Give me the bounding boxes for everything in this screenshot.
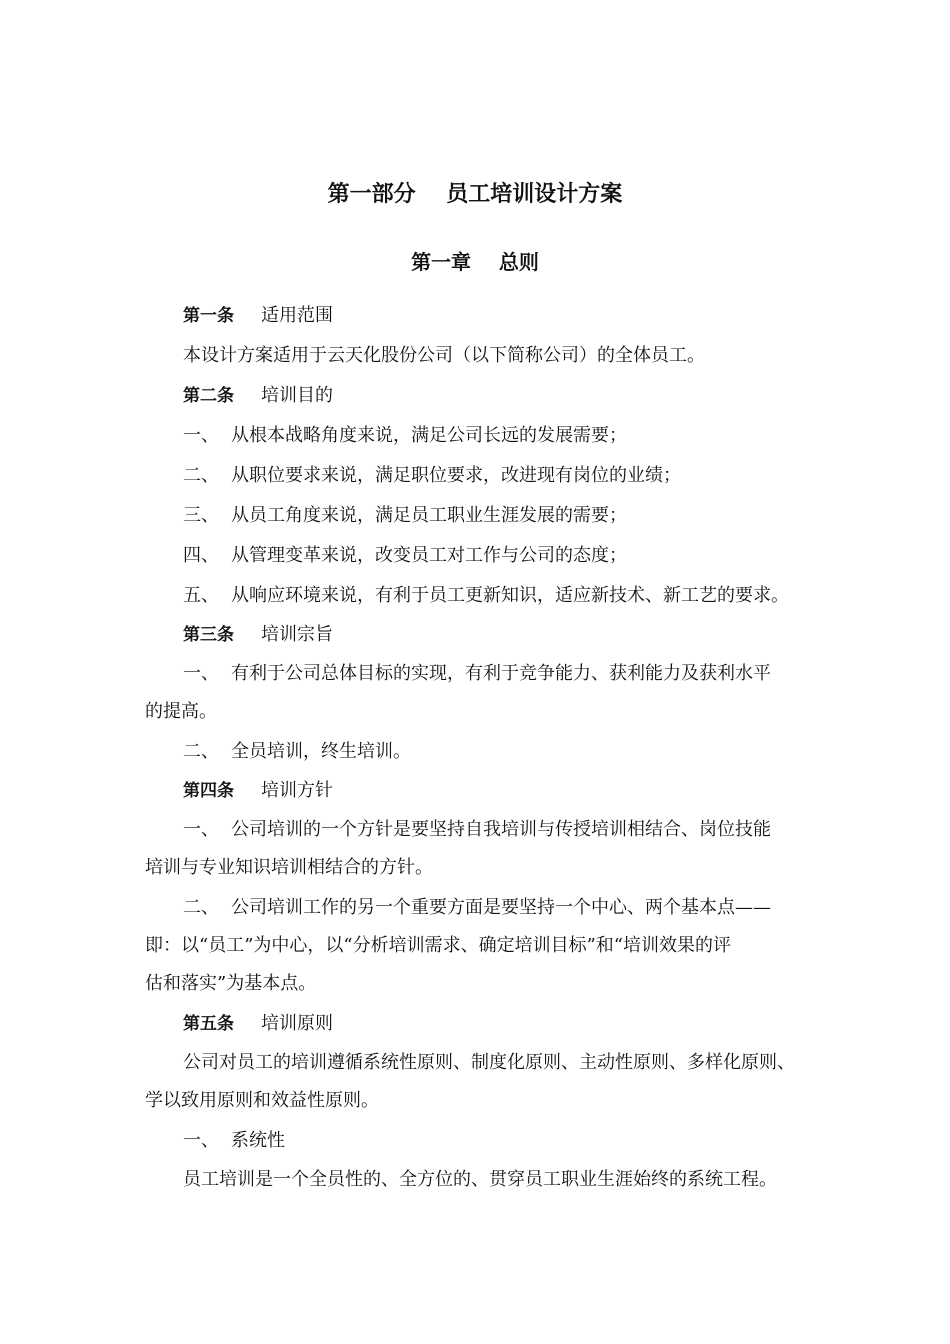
list-item	[183, 424, 627, 448]
list-item	[183, 584, 789, 608]
item-number: 二、	[183, 465, 219, 486]
item-text: 从响应环境来说，有利于员工更新知识，适应新技术、新工艺的要求。	[231, 585, 789, 606]
article-title: 培训目的	[261, 385, 333, 406]
article-heading	[183, 779, 333, 803]
item-number: 四、	[183, 545, 219, 566]
article-title: 培训原则	[261, 1013, 333, 1034]
item-text: 从根本战略角度来说，满足公司长远的发展需要；	[231, 425, 627, 446]
paragraph: 本设计方案适用于云天化股份公司（以下简称公司）的全体员工。	[183, 345, 705, 366]
item-text: 有利于公司总体目标的实现，有利于竞争能力、获利能力及获利水平	[231, 663, 771, 684]
article-title: 培训方针	[261, 780, 333, 801]
article-heading	[183, 304, 333, 328]
part-title: 第一部分 员工培训设计方案	[327, 182, 623, 207]
item-text: 系统性	[231, 1130, 285, 1151]
item-number: 五、	[183, 585, 219, 606]
list-item	[183, 662, 771, 686]
article-label: 第五条	[183, 1014, 234, 1034]
list-item	[183, 464, 681, 488]
item-text: 全员培训，终生培训。	[231, 741, 411, 762]
article-label: 第四条	[183, 781, 234, 801]
item-number: 一、	[183, 663, 219, 684]
article-heading	[183, 623, 333, 647]
item-text: 公司培训的一个方针是要坚持自我培训与传授培训相结合、岗位技能	[231, 819, 771, 840]
article-label: 第三条	[183, 625, 234, 645]
paragraph-continuation: 学以致用原则和效益性原则。	[145, 1090, 379, 1111]
list-item	[183, 896, 771, 920]
item-continuation: 即：以“员工”为中心，以“分析培训需求、确定培训目标”和“培训效果的评	[145, 935, 732, 956]
article-title: 培训宗旨	[261, 624, 333, 645]
paragraph: 公司对员工的培训遵循系统性原则、制度化原则、主动性原则、多样化原则、	[183, 1052, 795, 1073]
item-number: 一、	[183, 425, 219, 446]
article-heading	[183, 384, 333, 408]
item-continuation: 估和落实”为基本点。	[145, 973, 317, 994]
chapter-title: 第一章 总则	[411, 250, 539, 274]
item-number: 二、	[183, 741, 219, 762]
article-label: 第一条	[183, 306, 234, 326]
article-label: 第二条	[183, 386, 234, 406]
paragraph: 员工培训是一个全员性的、全方位的、贯穿员工职业生涯始终的系统工程。	[183, 1169, 777, 1190]
item-number: 三、	[183, 505, 219, 526]
list-item	[183, 740, 411, 764]
list-item	[183, 504, 627, 528]
item-number: 一、	[183, 819, 219, 840]
article-heading	[183, 1012, 333, 1036]
article-title: 适用范围	[261, 305, 333, 326]
item-text: 从管理变革来说，改变员工对工作与公司的态度；	[231, 545, 627, 566]
list-item	[183, 1129, 285, 1153]
item-continuation: 培训与专业知识培训相结合的方针。	[145, 857, 433, 878]
list-item	[183, 818, 771, 842]
item-number: 二、	[183, 897, 219, 918]
item-text: 公司培训工作的另一个重要方面是要坚持一个中心、两个基本点——	[231, 897, 771, 918]
item-continuation: 的提高。	[145, 701, 217, 722]
item-number: 一、	[183, 1130, 219, 1151]
item-text: 从职位要求来说，满足职位要求，改进现有岗位的业绩；	[231, 465, 681, 486]
list-item	[183, 544, 627, 568]
item-text: 从员工角度来说，满足员工职业生涯发展的需要；	[231, 505, 627, 526]
